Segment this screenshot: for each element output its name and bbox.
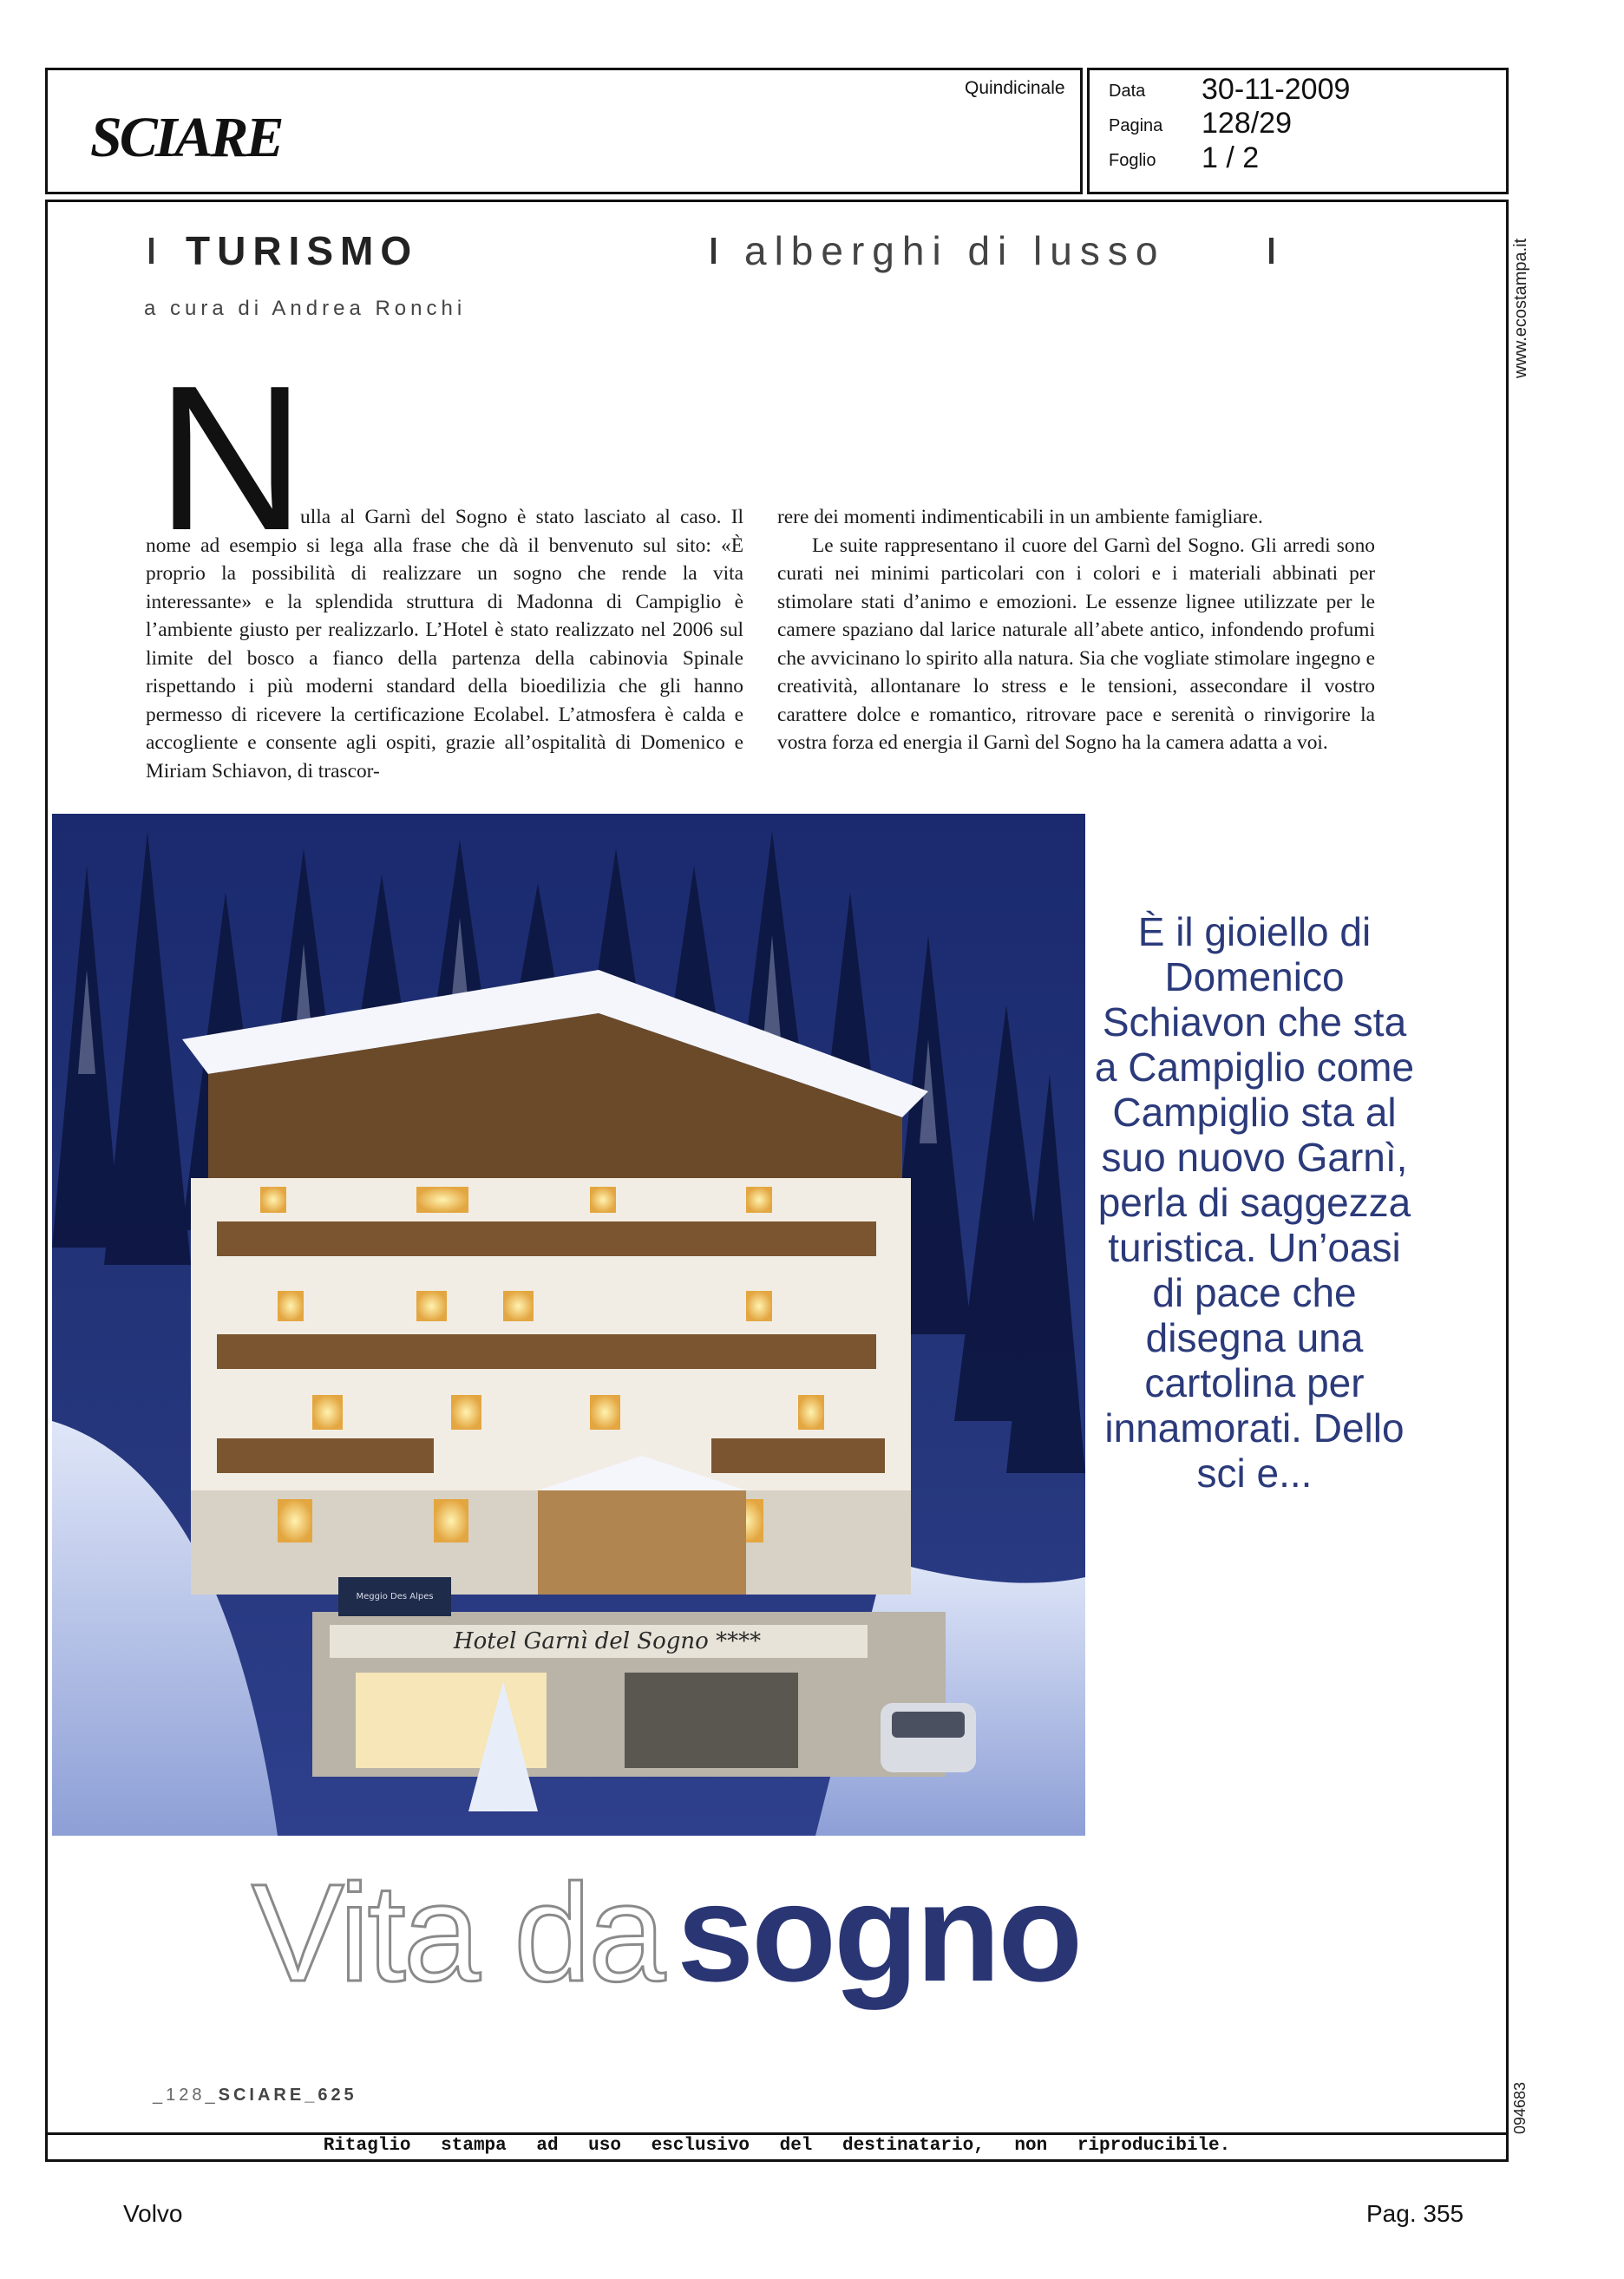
pull-quote: È il gioiello di Domenico Schiavon che sta a Campiglio come Campiglio sta al suo nuovo Garnì, perla di saggezza turistica. Un’oasi di pace che disegna una cartolina per innamorati. Dello sci e... bbox=[1094, 909, 1415, 1496]
magazine-logo: SCIARE bbox=[90, 106, 282, 169]
section-divider bbox=[149, 238, 154, 264]
sheet-value: 1 / 2 bbox=[1202, 141, 1260, 174]
client-name: Volvo bbox=[123, 2200, 183, 2227]
small-sign-text: Meggio Des Alpes bbox=[356, 1592, 434, 1601]
page-value: 128/29 bbox=[1202, 107, 1292, 140]
hotel-photo bbox=[52, 814, 1085, 1836]
page-number: Pag. 355 bbox=[1366, 2200, 1464, 2227]
article-column-right bbox=[777, 503, 1375, 757]
article-paragraph: rere dei momenti indimenticabili in un ambiente famigliare. bbox=[777, 506, 1263, 528]
folio-magazine: SCIARE_625 bbox=[218, 2086, 357, 2105]
headline-part-2: sogno bbox=[677, 1855, 1081, 2010]
publication-frequency: Quindicinale bbox=[965, 78, 1065, 98]
section-subtitle: alberghi di lusso bbox=[744, 228, 1166, 273]
date-value: 30-11-2009 bbox=[1202, 73, 1351, 106]
clipping-disclaimer: Ritaglio stampa ad uso esclusivo del destinatario, non riproducibile. bbox=[323, 2136, 1231, 2156]
side-document-code: 094683 bbox=[1511, 2081, 1529, 2134]
side-source-url: www.ecostampa.it bbox=[1511, 238, 1530, 378]
section-divider bbox=[711, 238, 716, 264]
article-text: ulla al Garnì del Sogno è stato lasciato al caso. Il nome ad esempio si lega alla frase che dà il benvenuto sul sito: «È proprio la possibilità di realizzare un sogno che rende la vita interessante» e la splendida struttura di Madonna di Campiglio è l’ambiente giusto per realizzarlo. L’Hotel è stato realizzato nel 2006 sul limite del bosco a fianco della partenza della cabinovia Spinale rispettando i più moderni standard della bioedilizia che gli hanno permesso di ricevere la certificazione Ecolabel. L’atmosfera è calda e accogliente e consente agli ospiti, grazie all’ospitalità di Domenico e Miriam Schiavon, di trascor- bbox=[146, 506, 743, 783]
article-column-left bbox=[146, 503, 743, 785]
article-paragraph: Le suite rappresentano il cuore del Garnì del Sogno. Gli arredi sono curati nei minimi particolari con i colori e i materiali abbinati per stimolare stati d’animo e emozioni. Le essenze lignee utilizzate per le camere spaziano dal larice naturale all’abete antico, infondendo profumi che avvicinano lo spirito alla natura. Sia che vogliate stimolare ingegno e creatività, allontanare lo stress e le tensioni, assecondare il vostro carattere dolce e romantico, ritrovare pace e serenità o rinvigorire la vostra forza ed energia il Garnì del Sogno ha la camera adatta a voi. bbox=[777, 534, 1375, 754]
headline-part-1: Vita da bbox=[252, 1855, 664, 2010]
article-byline: a cura di Andrea Ronchi bbox=[144, 297, 467, 320]
sheet-label: Foglio bbox=[1109, 151, 1156, 170]
drop-cap: N bbox=[156, 344, 305, 573]
footer-divider bbox=[45, 2132, 1509, 2135]
date-label: Data bbox=[1109, 82, 1146, 101]
section-title: TURISMO bbox=[186, 228, 419, 273]
folio-page: _128_ bbox=[153, 2086, 219, 2105]
hotel-sign-text: Hotel Garnì del Sogno **** bbox=[453, 1628, 762, 1654]
page-label: Pagina bbox=[1109, 116, 1163, 135]
section-divider bbox=[1269, 238, 1274, 264]
headline bbox=[252, 1855, 1081, 2010]
page-folio bbox=[153, 2086, 357, 2105]
